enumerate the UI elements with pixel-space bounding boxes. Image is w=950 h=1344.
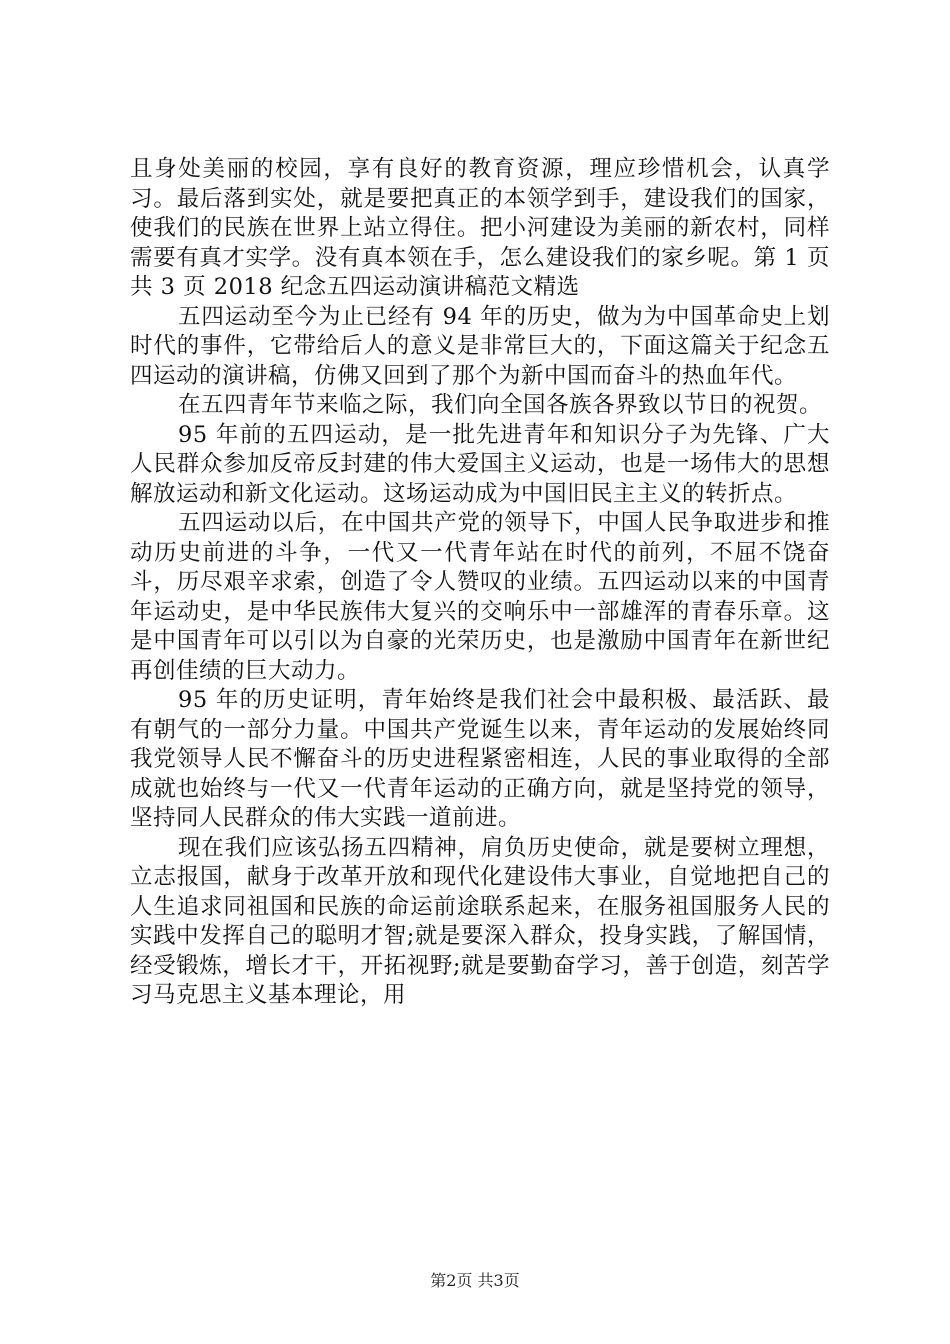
paragraph: 且身处美丽的校园，享有良好的教育资源，理应珍惜机会，认真学习。最后落到实处，就是要把真正的本领学到手，建设我们的国家，使我们的民族在世界上站立得住。把小河建设为美丽的新农村，同样需要有真才实学。没有真本领在手，怎么建设我们的家乡呢。第 1 页共 3 页 2018 纪念五四运动演讲稿范文精选: [130, 156, 830, 300]
paragraph: 95 年的历史证明，青年始终是我们社会中最积极、最活跃、最有朝气的一部分力量。中国共产党诞生以来，青年运动的发展始终同我党领导人民不懈奋斗的历史进程紧密相连，人民的事业取得的全部成就也始终与一代又一代青年运动的正确方向，就是坚持党的领导，坚持同人民群众的伟大实践一道前进。: [130, 687, 830, 831]
body-text: [130, 155, 830, 1011]
paragraph: 95 年前的五四运动，是一批先进青年和知识分子为先锋、广大人民群众参加反帝反封建的伟大爱国主义运动，也是一场伟大的思想解放运动和新文化运动。这场运动成为中国旧民主主义的转折点。: [130, 421, 830, 507]
paragraph: 在五四青年节来临之际，我们向全国各族各界致以节日的祝贺。: [178, 392, 823, 418]
paragraph: 五四运动以后，在中国共产党的领导下，中国人民争取进步和推动历史前进的斗争，一代又一代青年站在时代的前列，不屈不饶奋斗，历尽艰辛求索，创造了令人赞叹的业绩。五四运动以来的中国青年运动史，是中华民族伟大复兴的交响乐中一部雄浑的青春乐章。这是中国青年可以引以为自豪的光荣历史，也是激励中国青年在新世纪再创佳绩的巨大动力。: [130, 510, 830, 684]
paragraph: 现在我们应该弘扬五四精神，肩负历史使命，就是要树立理想，立志报国，献身于改革开放和现代化建设伟大事业，自觉地把自己的人生追求同祖国和民族的命运前途联系起来，在服务祖国服务人民的实践中发挥自己的聪明才智;就是要深入群众，投身实践，了解国情，经受锻炼，增长才干，开拓视野;就是要勤奋学习，善于创造，刻苦学习马克思主义基本理论，用: [130, 834, 830, 1008]
paragraph: 五四运动至今为止已经有 94 年的历史，做为为中国革命史上划时代的事件，它带给后人的意义是非常巨大的，下面这篇关于纪念五四运动的演讲稿，仿佛又回到了那个为新中国而奋斗的热血年代。: [130, 303, 830, 389]
page-footer: 第2页 共3页: [430, 1271, 520, 1290]
